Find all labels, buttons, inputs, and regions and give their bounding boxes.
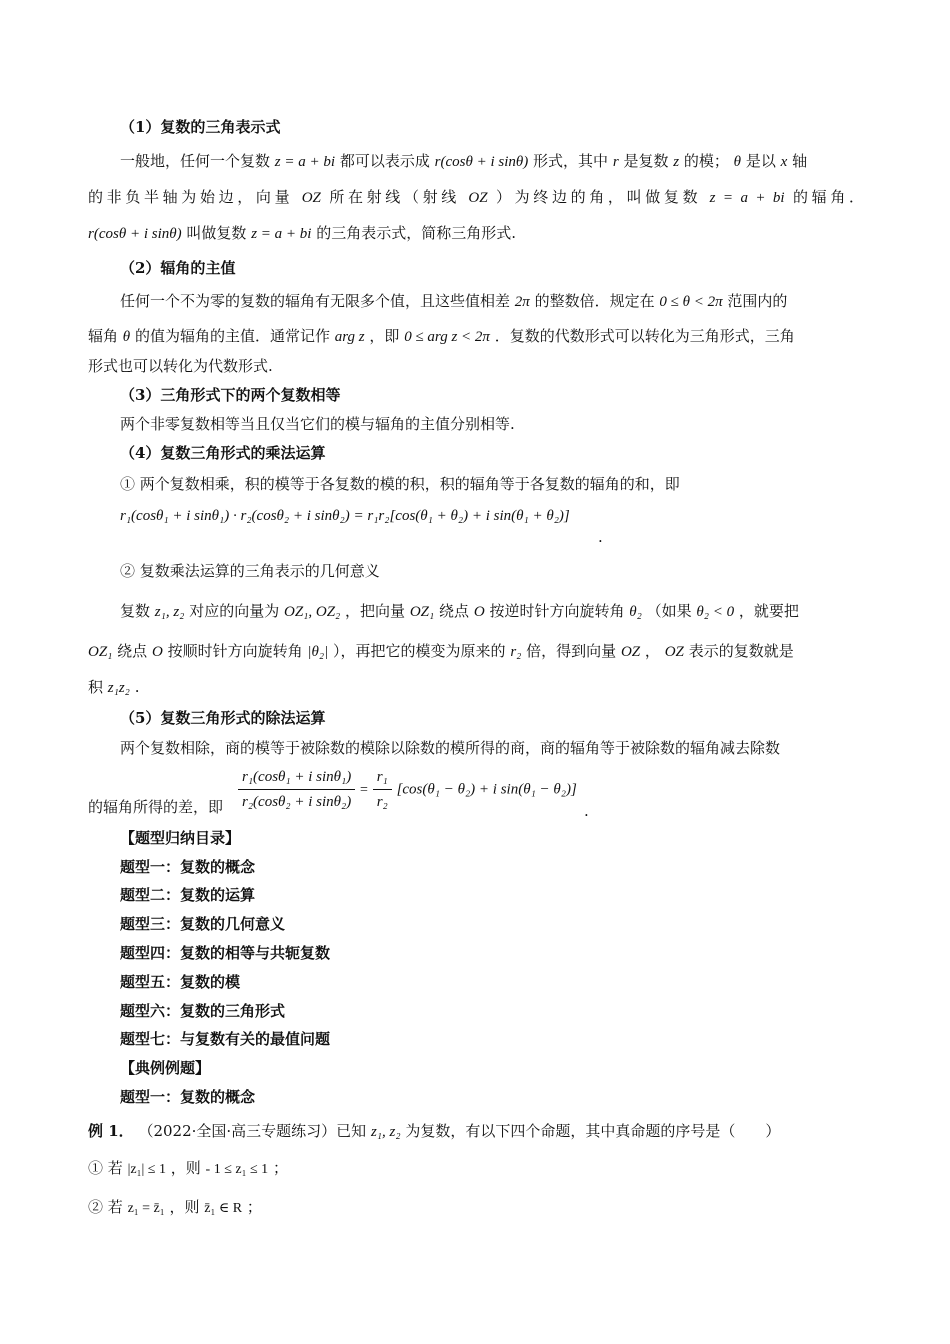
formula-division-period: . <box>584 802 589 820</box>
section-2-line-1: 任何一个不为零的复数的辐角有无限多个值，且这些值相差 2π 的整数倍．规定在 0 ≤ θ < 2π 范围内的 <box>120 292 788 310</box>
section-4-line-5: 积 z₁z₂ . <box>88 678 140 696</box>
question-type-heading: 题型一：复数的概念 <box>120 1088 256 1106</box>
section-5-line-1: 两个复数相除，商的模等于被除数的模除以除数的模所得的商，商的辐角等于被除数的辐角减去除数 <box>120 739 781 757</box>
section-4-line-3: 复数 z₁, z₂ 对应的向量为 OZ₁, OZ₂ ，把向量 OZ₁ 绕点 O 按逆时针方向旋转角 θ₂ （如果 θ₂ < 0 ，就要把 <box>120 602 799 620</box>
section-1-line-1: 一般地，任何一个复数 z = a + bi 都可以表示成 r(cosθ + i sinθ) 形式，其中 r 是复数 z 的模； θ 是以 x 轴 <box>120 152 808 170</box>
example-label: 例 1． <box>88 1122 134 1140</box>
toc-item: 题型四：复数的相等与共轭复数 <box>120 944 331 962</box>
toc-item: 题型一：复数的概念 <box>120 858 256 876</box>
section-4-line-2: ② 复数乘法运算的三角表示的几何意义 <box>120 562 380 580</box>
section-4-heading: （4）复数三角形式的乘法运算 <box>120 444 326 462</box>
section-2-line-3: 形式也可以转化为代数形式. <box>88 357 273 375</box>
example-1-statement-1: ① 若 |z₁| ≤ 1 ，则 - 1 ≤ z₁ ≤ 1 ； <box>88 1159 288 1177</box>
toc-heading: 【题型归纳目录】 <box>120 829 241 847</box>
section-2-heading: （2）辐角的主值 <box>120 259 236 277</box>
section-4-line-1: ① 两个复数相乘，积的模等于各复数的模的积，积的辐角等于各复数的辐角的和，即 <box>120 475 680 493</box>
toc-item: 题型六：复数的三角形式 <box>120 1002 286 1020</box>
toc-item: 题型五：复数的模 <box>120 973 241 991</box>
toc-item: 题型二：复数的运算 <box>120 886 256 904</box>
section-1-line-2: 的非负半轴为始边，向量 OZ 所在射线（射线 OZ ）为终边的角，叫做复数 z = a + bi 的辐角． <box>88 188 864 206</box>
formula-division-fraction: $\frac{\text{r₁(cosθ₁ + i sinθ₁)}}{\text{r₂(cosθ₂ + i sinθ₂)}}$ <box>238 766 355 813</box>
section-5-heading: （5）复数三角形式的除法运算 <box>120 709 326 727</box>
section-4-line-4: OZ₁ 绕点 O 按顺时针方向旋转角 |θ₂| ），再把它的模变为原来的 r₂ 倍，得到向量 OZ ， OZ 表示的复数就是 <box>88 642 794 660</box>
example-1-stem: 例 1． （2022·全国·高三专题练习）已知 z₁, z₂ 为复数，有以下四个命题，其中真命题的序号是（ ） <box>88 1122 781 1140</box>
formula-multiplication-period: . <box>598 528 603 546</box>
formula-z-eq: z = a + bi <box>274 154 336 170</box>
section-5-line-2: 的辐角所得的差，即 <box>88 798 224 816</box>
formula-division: $\frac{\text{r₁(cosθ₁ + i sinθ₁)}}{\text{r₂(cosθ₂ + i sinθ₂)}}$ = $\frac{\text{r₁}}{\text{r₂}}$ [cos(θ₁ − θ₂) + i sin(θ₁ − θ₂)] <box>238 766 618 813</box>
toc-item: 题型三：复数的几何意义 <box>120 915 286 933</box>
formula-trig-form: r(cosθ + i sinθ) <box>434 154 529 170</box>
section-2-line-2: 辐角 θ 的值为辐角的主值．通常记作 arg z ，即 0 ≤ arg z < 2π ．复数的代数形式可以转化为三角形式，三角 <box>88 327 795 345</box>
section-3-line-1: 两个非零复数相等当且仅当它们的模与辐角的主值分别相等. <box>120 415 515 433</box>
formula-multiplication: r₁(cosθ₁ + i sinθ₁) · r₂(cosθ₂ + i sinθ₂) = r₁r₂[cos(θ₁ + θ₂) + i sin(θ₁ + θ₂)] <box>120 508 570 524</box>
section-3-heading: （3）三角形式下的两个复数相等 <box>120 386 341 404</box>
formula-division-modulus: $\frac{\text{r₁}}{\text{r₂}}$ <box>373 766 392 813</box>
examples-heading: 【典例例题】 <box>120 1059 211 1077</box>
section-1-heading: （1）复数的三角表示式 <box>120 118 281 136</box>
section-1-line-3: r(cosθ + i sinθ) 叫做复数 z = a + bi 的三角表示式，简称三角形式. <box>88 224 516 242</box>
example-1-statement-2: ② 若 z₁ = z̄₁ ，则 z̄₁ ∈ R ； <box>88 1198 262 1216</box>
toc-item: 题型七：与复数有关的最值问题 <box>120 1030 331 1048</box>
